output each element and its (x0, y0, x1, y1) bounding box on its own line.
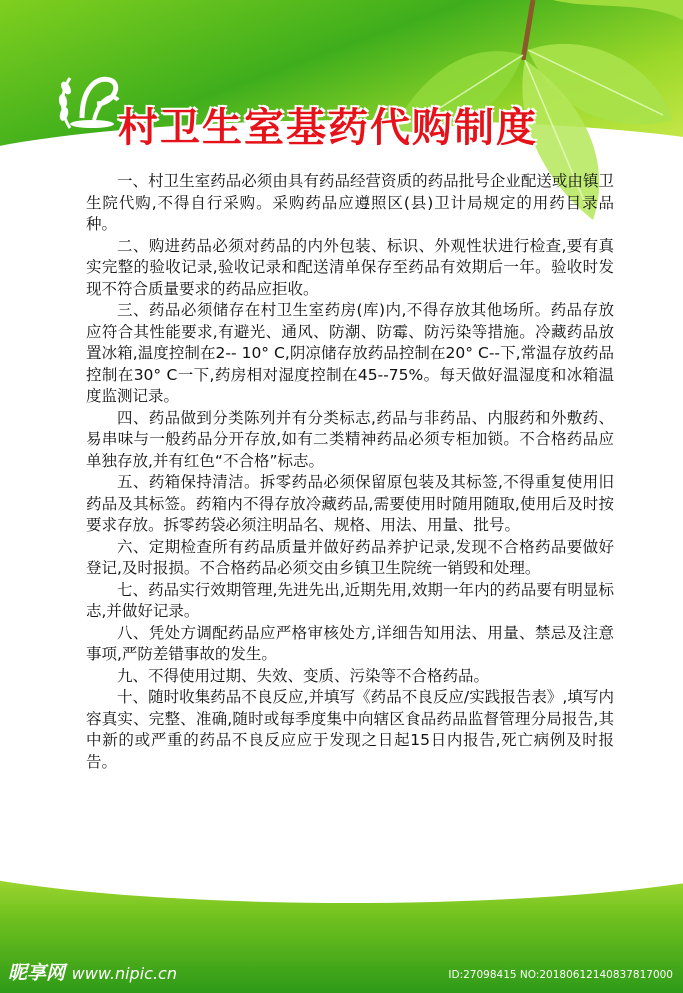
clause-10: 十、随时收集药品不良反应,并填写《药品不良反应/实践报告表》,填写内容真实、完整、准确,随时或每季度集中向辖区食品药品监督管理分局报告,其中新的或严重的药品不良反应应于发现之日起15日内报告,死亡病例及时报告。 (86, 688, 614, 771)
clause-4: 四、药品做到分类陈列并有分类标志,药品与非药品、内服药和外敷药、易串味与一般药品分开存放,如有二类精神药品必须专柜加锁。不合格药品应单独存放,并有红色“不合格”标志。 (86, 408, 614, 470)
clause-5: 五、药箱保持清洁。拆零药品必须保留原包装及其标签,不得重复使用旧药品及其标签。药箱内不得存放冷藏药品,需要使用时随用随取,使用后及时按要求存放。拆零药袋必须注明品名、规格、用法、用量、批号。 (86, 473, 614, 534)
watermark-brand-name: 昵享网 (8, 962, 66, 984)
watermark-brand (8, 958, 177, 985)
clause-6: 六、定期检查所有药品质量并做好药品养护记录,发现不合格药品要做好登记,及时报损。不合格药品必须交由乡镇卫生院统一销毁和处理。 (86, 537, 614, 577)
clause-9: 九、不得使用过期、失效、变质、污染等不合格药品。 (117, 666, 490, 685)
bottom-white-swoosh (0, 783, 683, 903)
clause-2: 二、购进药品必须对药品的内外包装、标识、外观性状进行检查,要有真实完整的验收记录,验收记录和配送清单保存至药品有效期后一年。验收时发现不符合质量要求的药品应拒收。 (86, 236, 614, 298)
page-title: 村卫生室基药代购制度 (118, 105, 538, 151)
regulation-text (86, 171, 614, 773)
clause-1: 一、村卫生室药品必须由具有药品经营资质的药品批号企业配送或由镇卫生院代购,不得自行采购。采购药品应遵照区(县)卫计局规定的用药目录品种。 (86, 172, 614, 233)
clause-7: 七、药品实行效期管理,先进先出,近期先用,效期一年内的药品要有明显标志,并做好记录。 (86, 580, 614, 620)
clause-3: 三、药品必须储存在村卫生室药房(库)内,不得存放其他场所。药品存放应符合其性能要求,有避光、通风、防潮、防霉、防污染等措施。冷藏药品放置冰箱,温度控制在2-- 10° C,阴凉储存放药品控制在20° C--下,常温存放药品控制在30° C一下,药房相对湿度控制在45--75%。每天做好温湿度和冰箱温度监测记录。 (86, 301, 614, 405)
watermark-id: ID:27098415 NO:20180612140837817000 (448, 969, 673, 981)
clause-8: 八、凭处方调配药品应严格审核处方,详细告知用法、用量、禁忌及注意事项,严防差错事故的发生。 (86, 623, 614, 663)
watermark-url: www.nipic.cn (71, 964, 177, 983)
